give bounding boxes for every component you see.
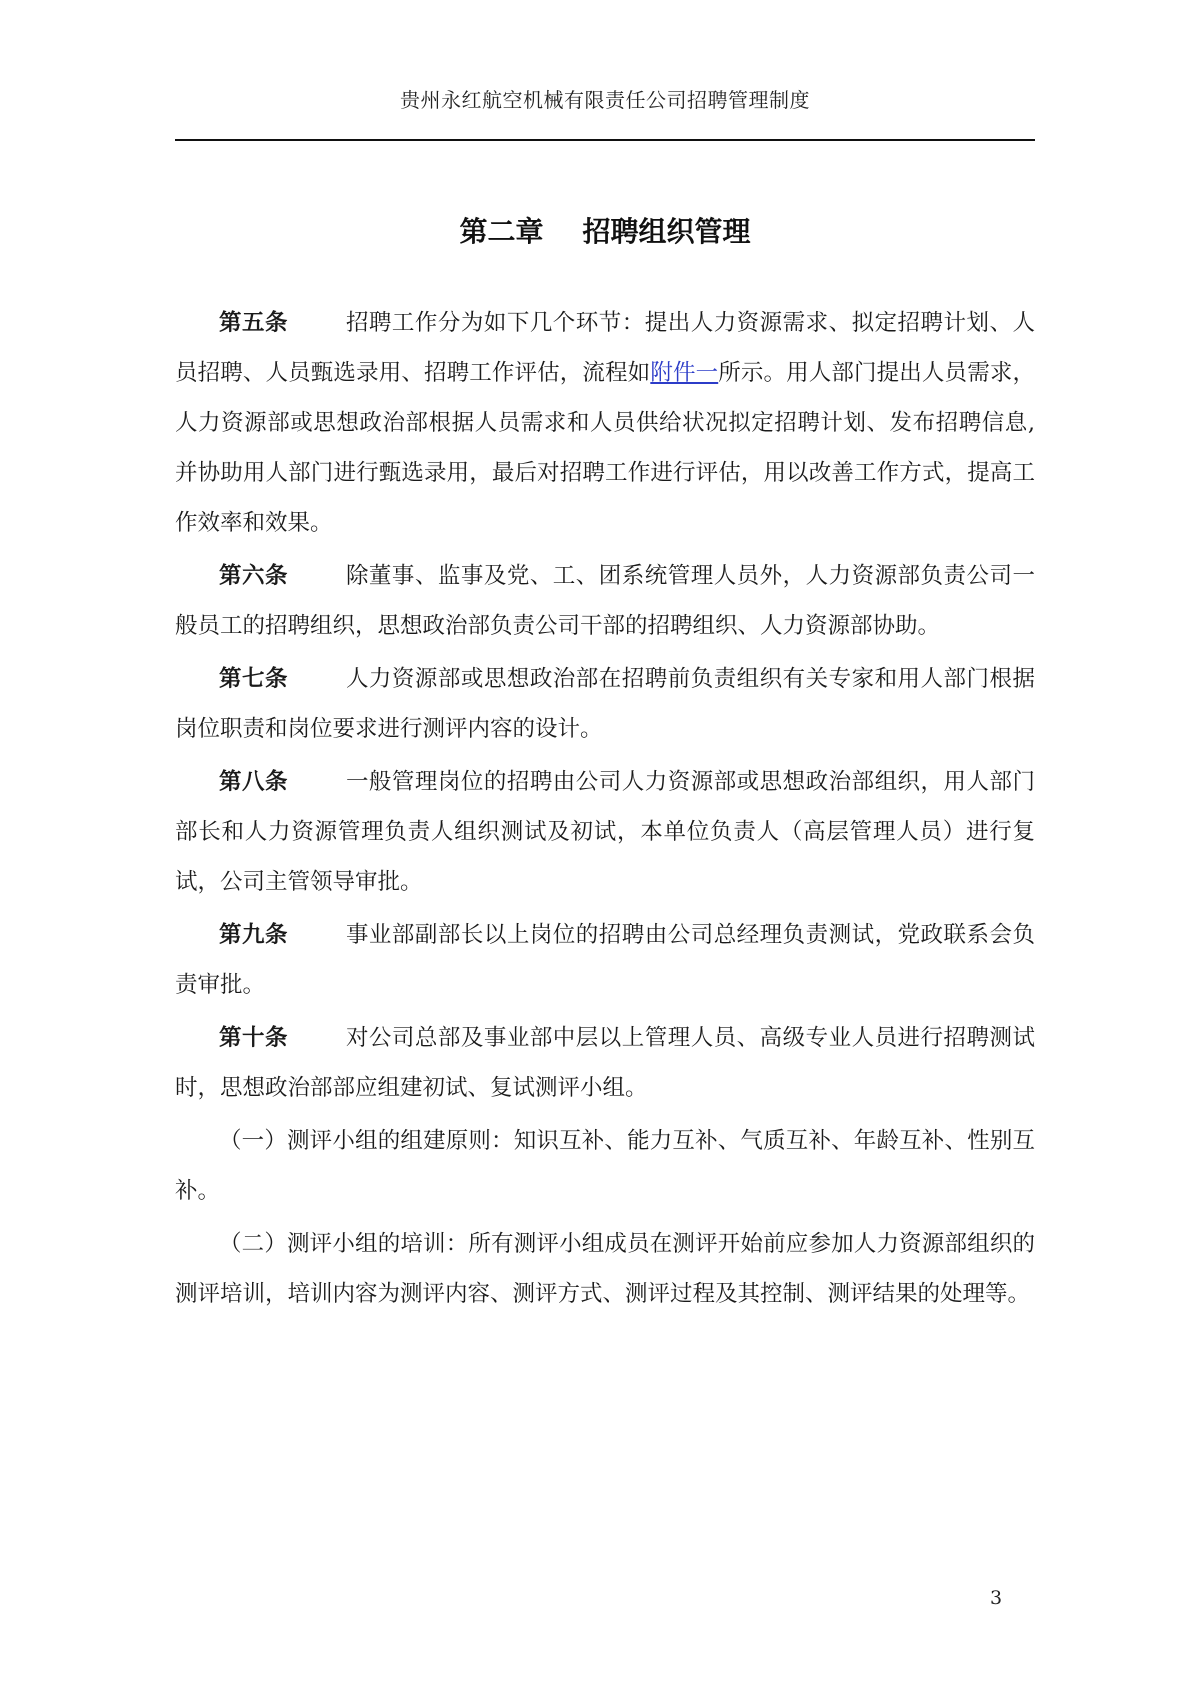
sub-item-2: （二）测评小组的培训：所有测评小组成员在测评开始前应参加人力资源部组织的测评培训，培训内容为测评内容、测评方式、测评过程及其控制、测评结果的处理等。 [175, 1231, 1035, 1307]
page-header-title: 贵州永红航空机械有限责任公司招聘管理制度 [400, 88, 810, 112]
article-text: 人力资源部或思想政治部在招聘前负责组织有关专家和用人部门根据岗位职责和岗位要求进行测评内容的设计。 [175, 666, 1035, 742]
article-text: 招聘工作分为如下几个环节：提出人力资源需求、拟定招聘计划、人员招聘、人员甄选录用、招聘工作评估，流程如 [175, 310, 1035, 386]
chapter-title: 第二章 招聘组织管理 [459, 215, 751, 248]
document-body [175, 298, 1035, 1322]
article-text: 事业部副部长以上岗位的招聘由公司总经理负责测试，党政联系会负责审批。 [175, 922, 1035, 998]
article-number: 第十条 [219, 1025, 288, 1051]
article-number: 第六条 [219, 563, 288, 589]
article-text: 一般管理岗位的招聘由公司人力资源部或思想政治部组织，用人部门部长和人力资源管理负责人组织测试及初试，本单位负责人（高层管理人员）进行复试，公司主管领导审批。 [175, 769, 1035, 895]
article-9 [175, 910, 1035, 1010]
article-number: 第七条 [219, 666, 288, 692]
attachment-1-link[interactable]: 附件一 [650, 360, 719, 386]
article-10 [175, 1013, 1035, 1113]
article-number: 第八条 [219, 769, 288, 795]
article-text: 所示。用人部门提出人员需求，人力资源部或思想政治部根据人员需求和人员供给状况拟定招聘计划、发布招聘信息,并协助用人部门进行甄选录用，最后对招聘工作进行评估，用以改善工作方式，提高工作效率和效果。 [175, 360, 1035, 536]
article-number: 第九条 [219, 922, 288, 948]
article-number: 第五条 [219, 310, 288, 336]
article-6 [175, 551, 1035, 651]
article-5 [175, 298, 1035, 548]
article-7 [175, 654, 1035, 754]
article-text: 对公司总部及事业部中层以上管理人员、高级专业人员进行招聘测试时，思想政治部部应组建初试、复试测评小组。 [175, 1025, 1035, 1101]
header-divider [175, 139, 1035, 141]
article-text: 除董事、监事及党、工、团系统管理人员外，人力资源部负责公司一般员工的招聘组织，思想政治部负责公司干部的招聘组织、人力资源部协助。 [175, 563, 1035, 639]
sub-item-1: （一）测评小组的组建原则：知识互补、能力互补、气质互补、年龄互补、性别互补。 [175, 1128, 1035, 1204]
page-number: 3 [990, 1587, 1003, 1609]
article-8 [175, 757, 1035, 907]
